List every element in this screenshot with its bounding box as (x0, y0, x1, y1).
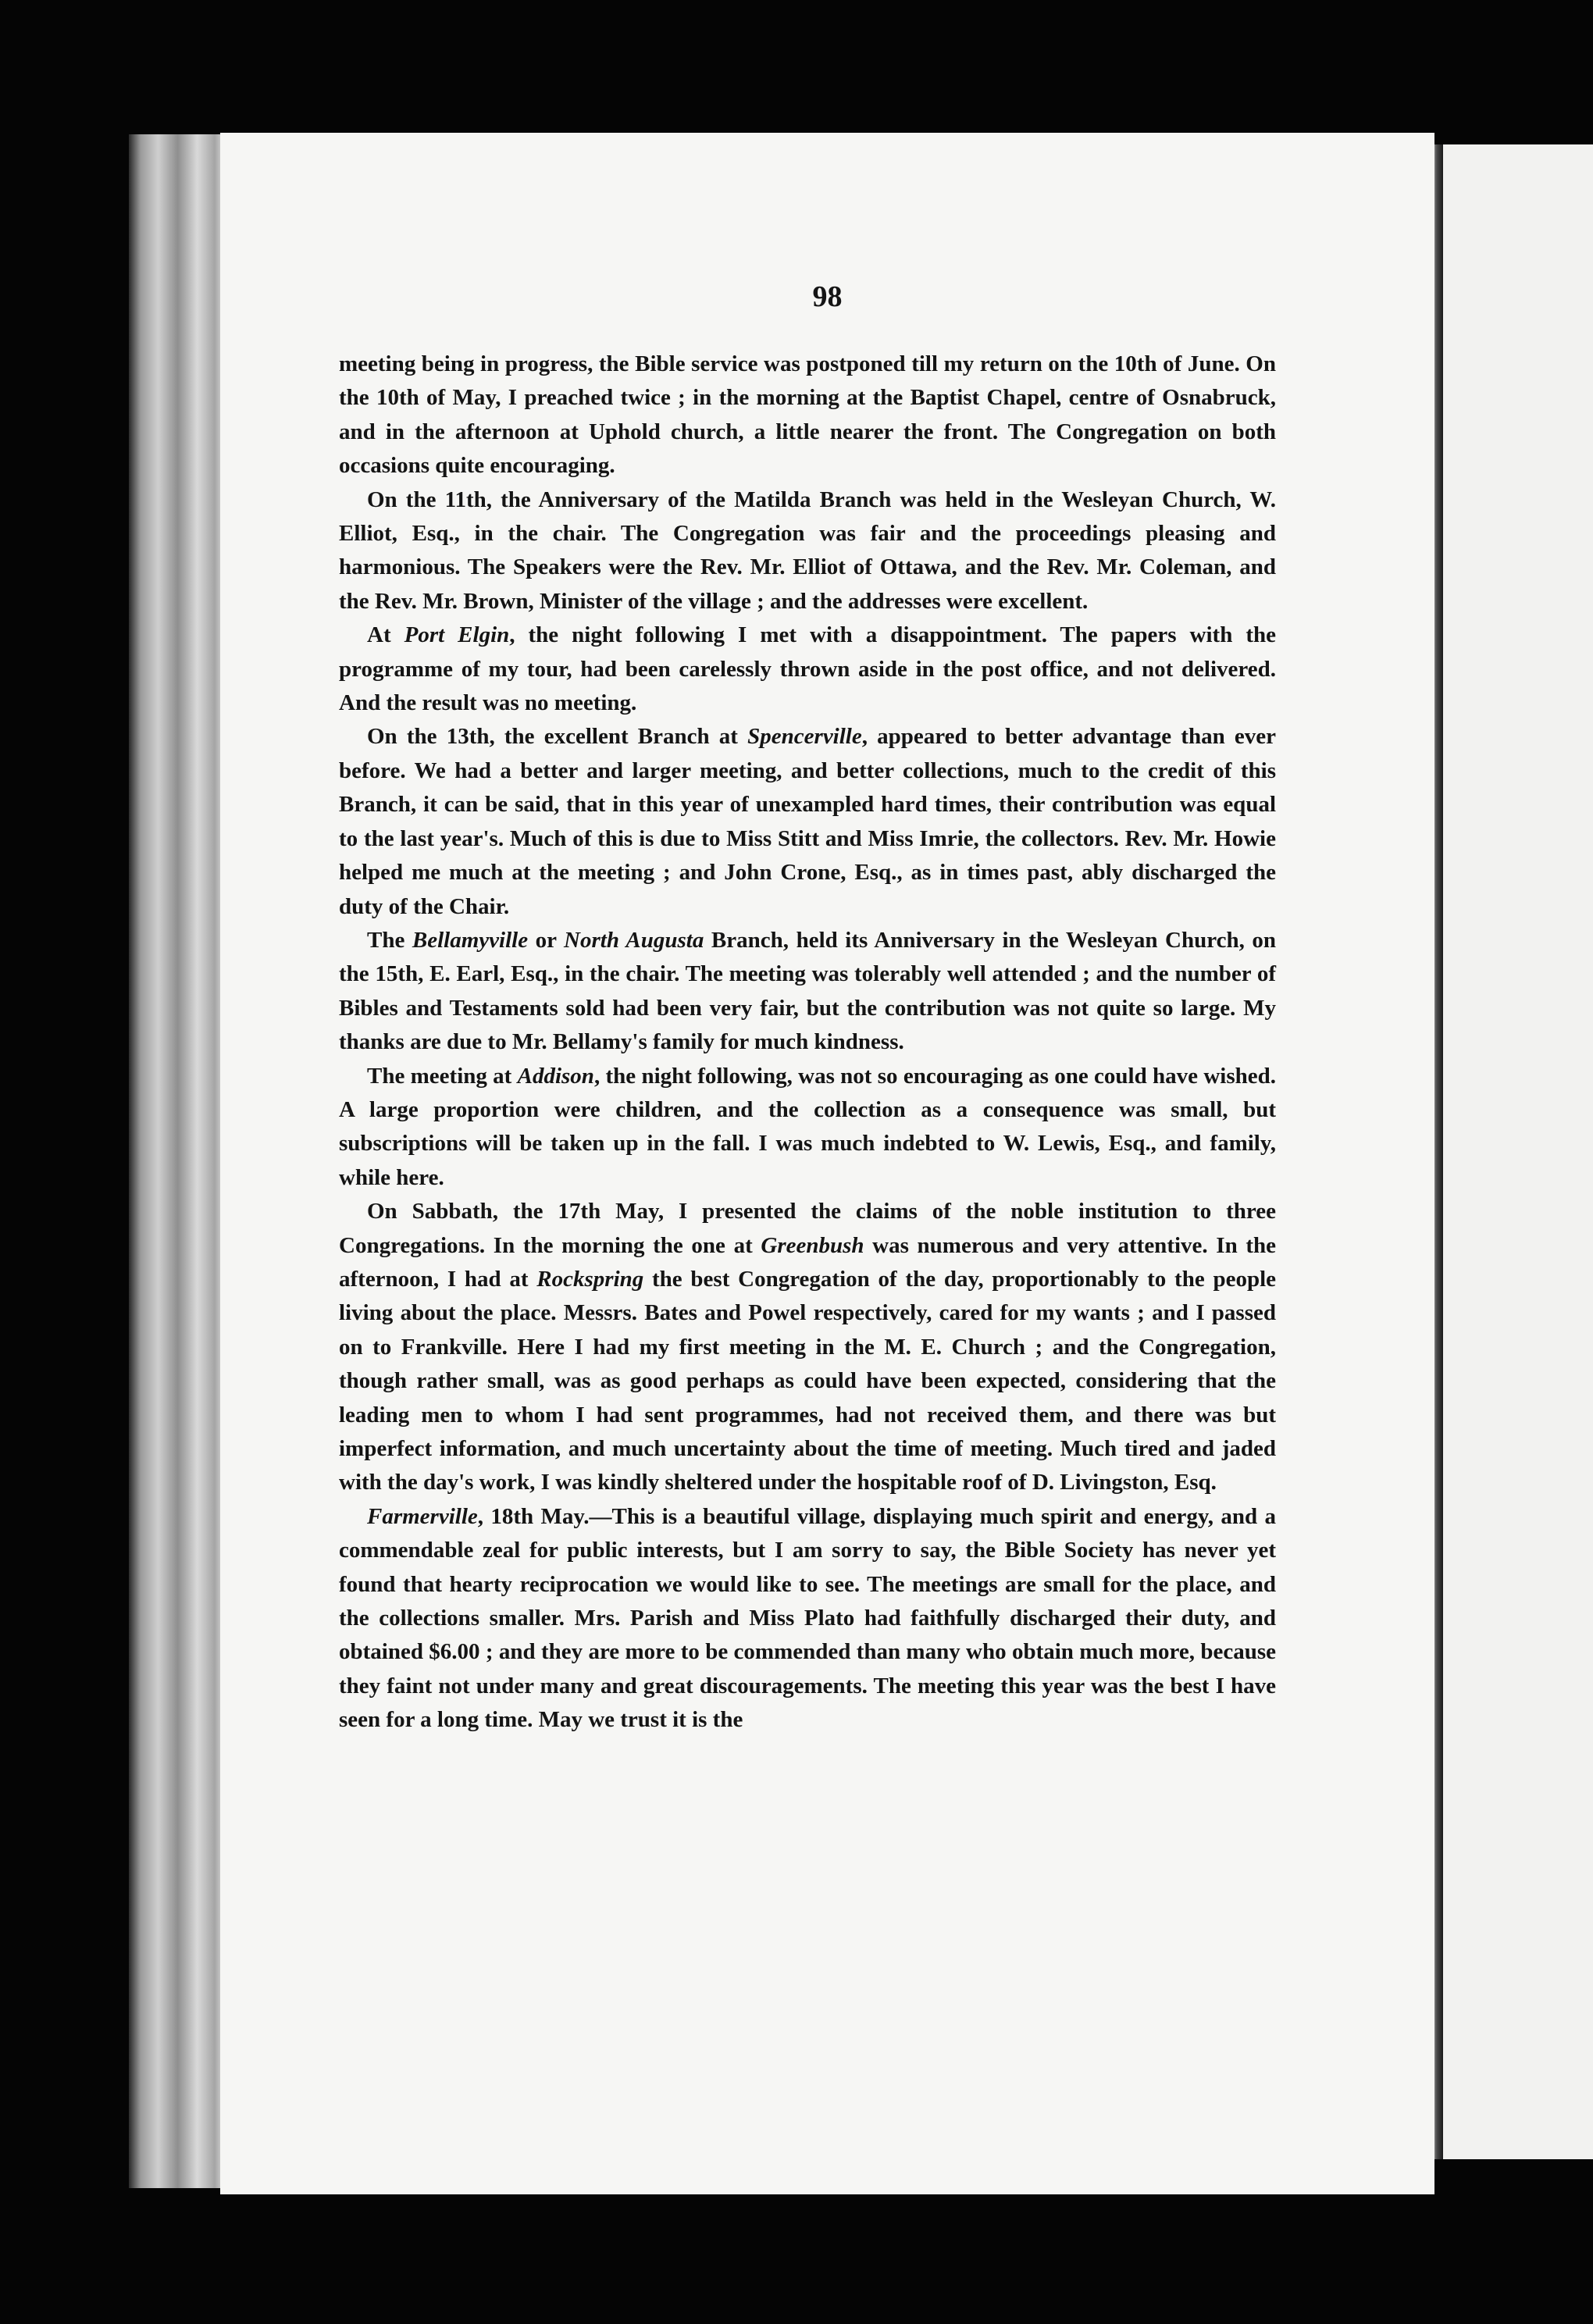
text-run: the best Congregation of the day, proportionably to the people living about the place. Messrs. Bates and Powel respectively, cared for my wants ; and I passed on to Frankville. Here I had my first meeting in the M. E. Church ; and the Congregation, though rather small, was as good perhaps as could have been expected, considering that the leading men to whom I had sent programmes, had not received them, and there was but imperfect information, and much uncertainty about the time of meeting. Much tired and jaded with the day's work, I was kindly sheltered under the hospitable roof of D. Livingston, Esq. (339, 1266, 1277, 1495)
body-text (339, 348, 1276, 1738)
paragraph (339, 1060, 1276, 1196)
text-run: meeting being in progress, the Bible service was postponed till my return on the 10th of June. On the 10th of May, I preached twice ; in the morning at the Baptist Chapel, centre of Osnabruck, and in the afternoon at Uphold church, a little nearer the front. The Congregation on both occasions quite encouraging. (339, 351, 1276, 479)
facing-page (1443, 144, 1593, 2159)
paragraph (339, 720, 1276, 923)
italic-place-name: Bellamyville (412, 927, 529, 953)
text-run: , the night following I met with a disappointment. The papers with the programme of my tour, had been carelessly thrown aside in the post office, and not delivered. And the result was no meeting. (339, 622, 1276, 716)
paragraph (339, 483, 1276, 619)
page-edge-stack (129, 134, 226, 2188)
italic-place-name: Port Elgin (404, 622, 510, 648)
text-run: The (367, 927, 412, 953)
italic-place-name: Addison (517, 1063, 594, 1089)
text-run: , the night following, was not so encouraging as one could have wished. A large proportion were children, and the collection as a consequence was small, but subscriptions will be taken up in the fall. I was much indebted to W. Lewis, Esq., and family, while here. (339, 1063, 1276, 1190)
paragraph (339, 1195, 1276, 1500)
text-run: At (367, 622, 404, 648)
text-run: was numerous and very attentive. In the afternoon, I had at (339, 1232, 1276, 1292)
text-run: On the 11th, the Anniversary of the Matilda Branch was held in the Wesleyan Church, W. Elliot, Esq., in the chair. The Congregation was fair and the proceedings pleasing and harmonious. The Speakers were the Rev. Mr. Elliot of Ottawa, and the Rev. Mr. Coleman, and the Rev. Mr. Brown, Minister of the village ; and the addresses were excellent. (339, 487, 1276, 614)
text-run: , appeared to better advantage than ever before. We had a better and larger meeting, and better collections, much to the credit of this Branch, it can be said, that in this year of unexampled hard times, their contribution was equal to the last year's. Much of this is due to Miss Stitt and Miss Imrie, the collectors. Rev. Mr. Howie helped me much at the meeting ; and John Crone, Esq., as in times past, ably discharged the duty of the Chair. (339, 724, 1277, 919)
text-run: Branch, held its Anniversary in the Wesleyan Church, on the 15th, E. Earl, Esq., in the chair. The meeting was tolerably well attended ; and the number of Bibles and Testaments sold had been very fair, but the contribution was not quite so large. My thanks are due to Mr. Bellamy's family for much kindness. (339, 927, 1277, 1055)
text-run: On the 13th, the excellent Branch at (367, 724, 748, 750)
book-page (220, 133, 1434, 2194)
italic-place-name: North Augusta (564, 927, 704, 953)
paragraph (339, 348, 1276, 483)
italic-place-name: Spencerville (747, 724, 862, 750)
paragraph (339, 924, 1276, 1060)
text-run: On Sabbath, the 17th May, I presented the claims of the noble institution to three Congregations. In the morning the one at (339, 1199, 1276, 1258)
paragraph (339, 618, 1276, 720)
text-run: , 18th May.—This is a beautiful village, displaying much spirit and energy, and a commendable zeal for public interests, but I am sorry to say, the Bible Society has never yet found that hearty reciprocation we would like to see. The meetings are small for the place, and the collections smaller. Mrs. Parish and Miss Plato had faithfully discharged their duty, and obtained $6.00 ; and they are more to be commended than many who obtain much more, because they faint not under many and great discouragements. The meeting this year was the best I have seen for a long time. May we trust it is the (339, 1503, 1276, 1733)
text-run: The meeting at (367, 1063, 518, 1089)
page-number: 98 (812, 280, 843, 313)
italic-place-name: Rockspring (536, 1266, 644, 1292)
paragraph (339, 1500, 1276, 1738)
italic-place-name: Farmerville (367, 1503, 478, 1529)
text-run: or (528, 927, 565, 953)
italic-place-name: Greenbush (761, 1232, 864, 1258)
